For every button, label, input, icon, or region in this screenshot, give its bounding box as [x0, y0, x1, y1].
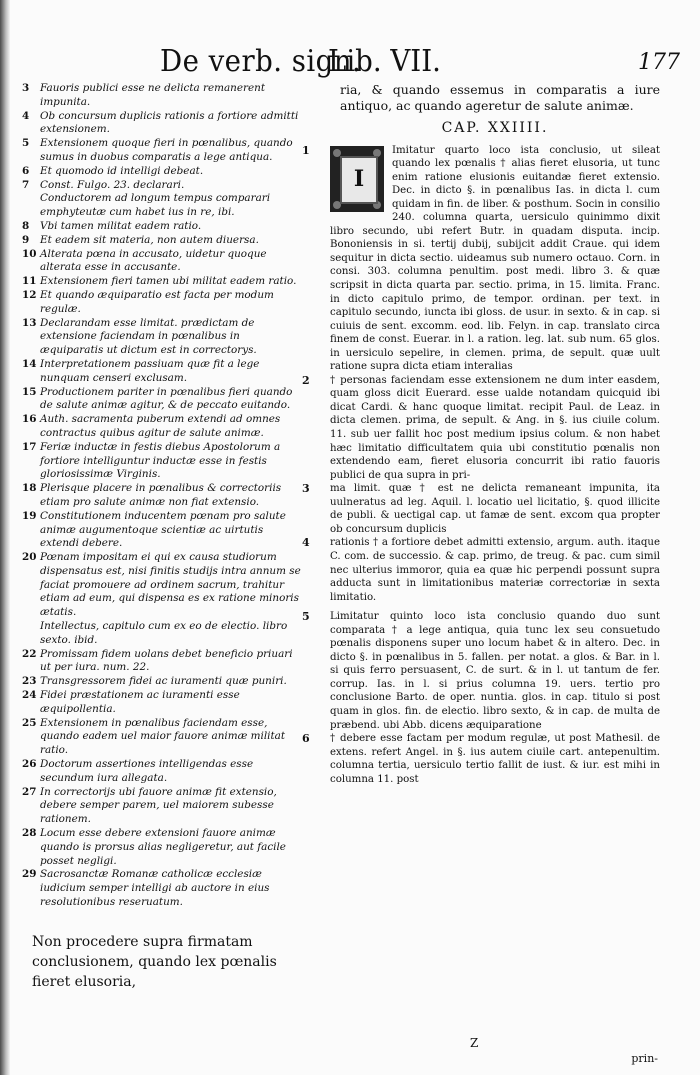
- summary-text: Conductorem ad longum tempus comparari emphyteutæ cum habet ius in re, ibi.: [40, 192, 271, 219]
- body-paragraph: [302, 373, 660, 482]
- paragraph-text: Limitatur quinto loco ista conclusio quando duo sunt comparata † a lege antiqua, quia tunc lex seu consuetudo pœnalis disponens super uno locum habet & in altero. Dec. in dicto §. in pœnalibus in 5. fallen. per notat. a glos. & Bar. in l. si quis ferro persuasent, C. de surt. & in l. ut tantum de fer. corrup. Ias. in l. si prius columna 19. uers. tertio pro conclusione Barto. de oper. nuntia. glos. in cap. titulo si post quam in glos. fin. de electio. libro sexto, & in cap. de multa de præbend. ubi Abb. dicens æquiparatione: [330, 611, 660, 731]
- summary-item: [22, 110, 302, 138]
- summary-text: Auth. sacramenta puberum extendi ad omnes contractus quibus agitur de salute animæ.: [40, 413, 281, 439]
- summary-number: 16: [22, 413, 37, 426]
- summary-item: [22, 868, 302, 909]
- margin-number: 5: [302, 610, 310, 624]
- summary-text: In correctorijs ubi fauore animæ fit extensio, debere semper parem, uel maiorem subesse rationem.: [40, 785, 277, 826]
- summary-item: [22, 441, 302, 482]
- summary-text: Fidei præstationem ac iuramenti esse æquipollentia.: [40, 689, 240, 715]
- summary-text: Const. Fulgo. 23. declarari.: [40, 178, 185, 191]
- summary-number: 12: [22, 288, 37, 301]
- summary-text: Extensionem quoque fieri in pœnalibus, quando sumus in duobus comparatis a lege antiqua.: [40, 137, 293, 163]
- summary-text: Locum esse debere extensioni fauore animæ quando is prorsus alias negligeretur, aut facile posset negligi.: [40, 827, 286, 867]
- summary-number: 14: [22, 357, 37, 370]
- summary-item: [22, 275, 302, 289]
- paragraph-text: Imitatur quarto loco ista conclusio, ut sileat quando lex pœnalis † alias fieret elusoria, ut tunc enim ratione elusionis euitandæ fieret extensio. Dec. in dicto §. in pœnalibus Ias. in dicta l. cum quidam in fin. de liber. & posthum. Socin in consilio 240. columna quarta, uersiculo quinimmo dixit libro secundo, ubi refert Butr. in quadam disputa. incip. Bononiensis in si. tertij dubij, subijcit addit Craue. qui idem sequitur in dicta sectio. uideamus sub numero octauo. Corn. in consi. 303. columna penultim. post medi. libro 3. & quæ scripsit in dicta quarta par. sectio. prima, in 15. limita. Franc. in dicto capitulo primo, de tempor. ordinan. per text. in capitulo secundo, iuncta ibi gloss. de usur. in sexto. & in cap. si cuiuis de sent. excomm. eod. lib. Felyn. in cap. translato circa finem de const. Euerar. in l. a ration. leg. lat. sub num. 65 glos. in uersiculo sepelire, in clemen. prima, de sepult. quæ uult ratione supra dicta etiam interalias: [330, 144, 660, 373]
- summary-item: [22, 179, 302, 193]
- summary-item: [22, 689, 302, 717]
- summary-text: Extensionem in pœnalibus faciendam esse, quando eadem uel maior fauore animæ militat ratio.: [40, 716, 286, 757]
- summary-number: 13: [22, 316, 37, 329]
- summary-text: Alterata pœna in accusato, uidetur quoque alterata esse in accusante.: [40, 247, 267, 274]
- summary-item: [22, 317, 302, 358]
- margin-number: 3: [302, 482, 310, 496]
- summary-item: [22, 289, 302, 317]
- paragraph-text: † debere esse factam per modum regulæ, ut post Mathesil. de extens. refert Angel. in §. ius autem ciuile cart. antepenultim. columna tertia, uersiculo tertio fallit de iust. & iur. est mihi in columna 11. post: [330, 733, 660, 785]
- summary-item: [22, 717, 302, 758]
- margin-number: 2: [302, 373, 310, 387]
- summary-number: 10: [22, 247, 37, 260]
- signature-mark: Z: [470, 1036, 479, 1050]
- summary-number: 9: [22, 233, 30, 246]
- summary-item: [22, 620, 302, 648]
- summary-item: [22, 137, 302, 165]
- page-header: [160, 44, 680, 84]
- summary-text: Interpretationem passiuam quæ fit a lege nunquam censeri exclusam.: [40, 357, 260, 384]
- summary-number: 5: [22, 137, 30, 150]
- summary-item: [22, 786, 302, 827]
- body-paragraphs: [302, 143, 660, 787]
- summary-text: Ob concursum duplicis rationis a fortiore admitti extensionem.: [40, 109, 299, 136]
- page-number: 177: [638, 50, 680, 75]
- summary-item: [22, 82, 302, 110]
- summary-text: Et quomodo id intelligi debeat.: [40, 164, 204, 177]
- summary-number: 4: [22, 109, 30, 122]
- summary-number: 27: [22, 785, 37, 798]
- summary-item: [22, 758, 302, 786]
- summary-item: [22, 648, 302, 676]
- summary-text: Vbi tamen militat eadem ratio.: [40, 219, 202, 232]
- summary-item: [22, 510, 302, 551]
- summary-column: [22, 82, 302, 992]
- summary-item: [22, 827, 302, 868]
- body-paragraph: [302, 610, 660, 732]
- summary-item: [22, 165, 302, 179]
- summary-number: 17: [22, 440, 37, 453]
- text-column: [302, 82, 660, 786]
- body-paragraph: [302, 732, 660, 786]
- summary-text: Feriæ inductæ in festis diebus Apostolorum a fortiore intelliguntur inductæ esse in festis gloriosissimæ Virginis.: [40, 440, 281, 481]
- summary-number: 26: [22, 758, 37, 771]
- summary-number: 8: [22, 219, 30, 232]
- summary-number: 23: [22, 675, 37, 688]
- body-paragraph: [302, 482, 660, 536]
- summary-text: Promissam fidem uolans debet beneficio priuari ut per iura. num. 22.: [40, 647, 293, 674]
- summary-text: Doctorum assertiones intelligendas esse secundum iura allegata.: [40, 758, 254, 784]
- summary-item: [22, 234, 302, 248]
- summary-text: Declarandam esse limitat. prædictam de extensione faciendam in pœnalibus in æquiparatis ut dictum est in correctorys.: [40, 316, 257, 357]
- margin-number: 4: [302, 536, 310, 550]
- continuation-text: ria, & quando essemus in comparatis a iure antiquo, ac quando ageretur de salute animæ.: [340, 82, 660, 113]
- chapter-heading: CAP. XXIIII.: [441, 120, 549, 136]
- summary-item: [22, 386, 302, 414]
- paragraph-text: † personas faciendam esse extensionem ne dum inter easdem, quam gloss dicit Euerard. esse ualde notandam quicquid ibi dicat Cardi. & hanc quoque limitat. recipit Paul. de Leaz. in dicta clemen. prima, de sepult. & Ang. in §. ius ciuile colum. 11. sub uer fallit hoc post medium ipsius colum. & non habet hæc limitatio difficultatem quia ubi constitutio pœnalis non extendendo eam, fieret elusoria concurrit ibi ratio fauoris publici de qua supra in pri-: [330, 374, 660, 481]
- left-closing-text: Non procedere supra firmatam conclusionem, quando lex pœnalis fieret elusoria,: [32, 933, 277, 990]
- summary-item: [22, 192, 302, 220]
- summary-number: 11: [22, 275, 37, 288]
- summary-number: 20: [22, 551, 37, 564]
- summary-number: 24: [22, 689, 37, 702]
- summary-text: Intellectus, capitulo cum ex eo de electio. libro sexto. ibid.: [40, 620, 288, 646]
- summary-list: [22, 82, 302, 910]
- summary-item: [22, 551, 302, 620]
- summary-text: Et eadem sit materia, non autem diuersa.: [40, 233, 259, 246]
- summary-item: [22, 675, 302, 689]
- summary-text: Transgressorem fidei ac iuramenti quæ puniri.: [40, 675, 287, 688]
- summary-number: 22: [22, 647, 37, 660]
- summary-number: 19: [22, 509, 37, 522]
- summary-item: [22, 220, 302, 234]
- summary-number: 18: [22, 482, 37, 495]
- summary-text: Productionem pariter in pœnalibus fieri quando de salute animæ agitur, & de peccato euitando.: [40, 385, 293, 412]
- margin-number: 1: [302, 143, 310, 157]
- summary-text: Sacrosanctæ Romanæ catholicæ ecclesiæ iudicium semper intelligi ab auctore in eius resolutionibus reseruatum.: [40, 868, 270, 909]
- summary-item: [22, 358, 302, 386]
- initial-letter: I: [340, 156, 378, 204]
- paragraph-text: ma limit. quæ † est ne delicta remaneant impunita, ita uulneratus ad leg. Aquil. l. locatio uel licitatio, §. quod illicite de publi. & uectigal cap. ut famæ de sent. excom qua propter ob concursum duplicis: [330, 483, 660, 535]
- summary-item: [22, 482, 302, 510]
- body-paragraph: [302, 536, 660, 604]
- summary-number: 28: [22, 827, 37, 840]
- summary-text: Fauoris publici esse ne delicta remanerent impunita.: [40, 82, 265, 108]
- body-paragraph: [302, 143, 660, 374]
- summary-number: 15: [22, 385, 37, 398]
- catchword: prin-: [631, 1052, 658, 1065]
- summary-text: Plerisque placere in pœnalibus & correctoriis etiam pro salute animæ non fiat extensio.: [40, 482, 282, 508]
- summary-item: [22, 413, 302, 441]
- summary-item: [22, 248, 302, 276]
- summary-text: Pœnam impositam ei qui ex causa studiorum dispensatus est, nisi finitis studijs intra annum se faciat promouere ad ordinem sacrum, trahitur etiam ad eum, qui dispensa es ex ratione minoris ætatis.: [40, 551, 301, 619]
- binding-gutter: [0, 0, 10, 1075]
- margin-number: 6: [302, 732, 310, 746]
- summary-text: Et quando æquiparatio est facta per modum regulæ.: [40, 288, 274, 315]
- running-title: De verb. sign.: [160, 44, 362, 79]
- paragraph-text: rationis † a fortiore debet admitti extensio, argum. auth. itaque C. com. de successio. & cap. primo, de treug. & pac. cum simil nec ulterius immoror, quia ea quæ hic perpendi possunt supra adducta sunt in limitationibus materiæ correctoriæ in sexta limitatio.: [330, 537, 660, 603]
- summary-number: 7: [22, 178, 30, 191]
- summary-text: Constitutionem inducentem pœnam pro salute animæ augumentoque scientiæ ac uirtutis extendi debere.: [40, 509, 286, 550]
- summary-text: Extensionem fieri tamen ubi militat eadem ratio.: [40, 275, 297, 288]
- book-number: Lib. VII.: [328, 44, 441, 79]
- summary-number: 3: [22, 82, 30, 94]
- summary-number: 29: [22, 868, 37, 881]
- summary-number: 6: [22, 164, 30, 177]
- summary-number: 25: [22, 716, 37, 729]
